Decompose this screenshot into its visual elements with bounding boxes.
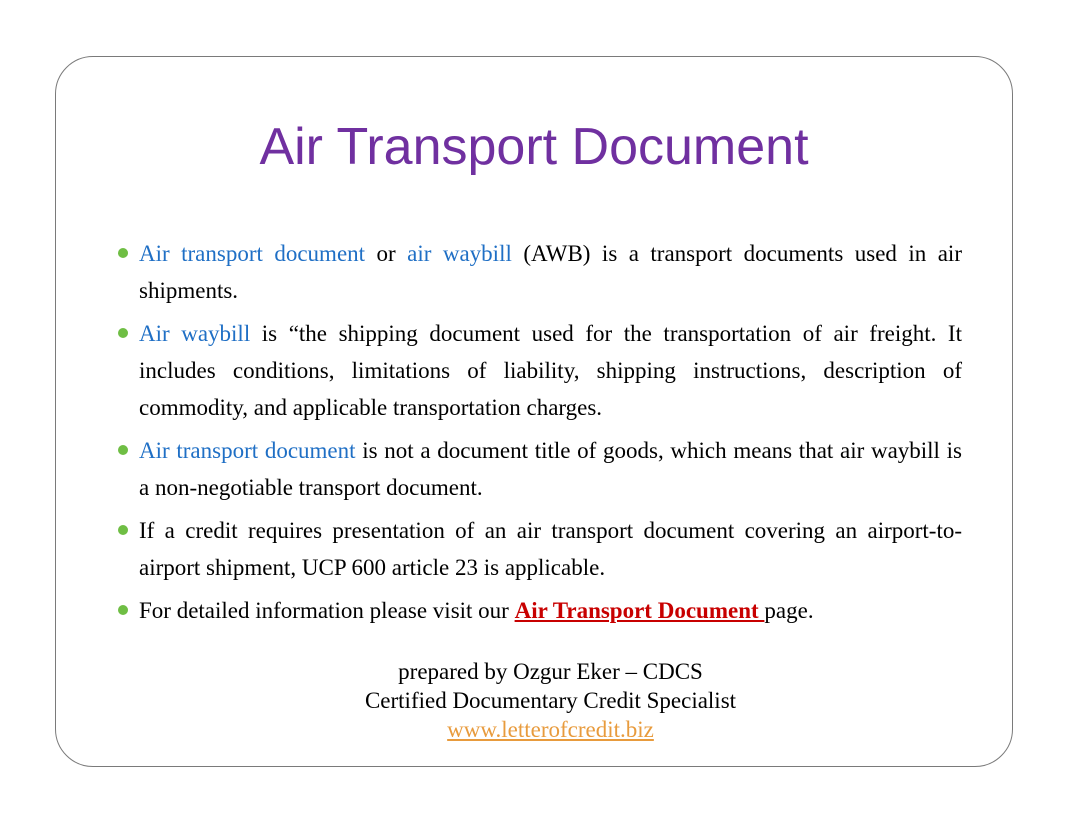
bullet-item-4 <box>139 512 962 586</box>
air-transport-document-page-link[interactable]: Air Transport Document <box>514 598 765 623</box>
bullet-text: is not a document title of goods, which means that air waybill is a non-negotiable transport document. <box>139 438 962 500</box>
bullet-icon <box>118 248 128 258</box>
bullet-text: page. <box>764 598 814 623</box>
bullet-item-1 <box>139 235 962 309</box>
footer-prepared-by: prepared by Ozgur Eker – CDCS <box>398 659 703 684</box>
slide-body <box>139 235 962 744</box>
bullet-item-5 <box>139 592 962 629</box>
bullet-item-3 <box>139 432 962 506</box>
footer <box>139 657 962 744</box>
slide <box>55 56 1013 767</box>
air-waybill-link[interactable]: air waybill <box>407 241 512 266</box>
bullet-text: is “the shipping document used for the transportation of air freight. It includes conditions, limitations of liability, shipping instructions, description of commodity, and applicable transportation charges. <box>139 321 962 420</box>
bullet-text: If a credit requires presentation of an air transport document covering an airport-to-airport shipment, UCP 600 article 23 is applicable. <box>139 518 962 580</box>
bullet-item-2 <box>139 315 962 426</box>
air-waybill-link[interactable]: Air waybill <box>139 321 251 346</box>
bullet-icon <box>118 445 128 455</box>
bullet-icon <box>118 328 128 338</box>
footer-credentials: Certified Documentary Credit Specialist <box>364 688 737 713</box>
air-transport-document-link[interactable]: Air transport document <box>139 438 356 463</box>
page-title: Air Transport Document <box>259 118 809 176</box>
website-link[interactable]: www.letterofcredit.biz <box>447 717 654 742</box>
bullet-icon <box>118 525 128 535</box>
bullet-text: or <box>365 241 408 266</box>
bullet-icon <box>118 605 128 615</box>
air-transport-document-link[interactable]: Air transport document <box>139 241 366 266</box>
bullet-text: (AWB) is a transport documents used in air shipments. <box>139 241 962 303</box>
bullet-text: For detailed information please visit our <box>139 598 515 623</box>
